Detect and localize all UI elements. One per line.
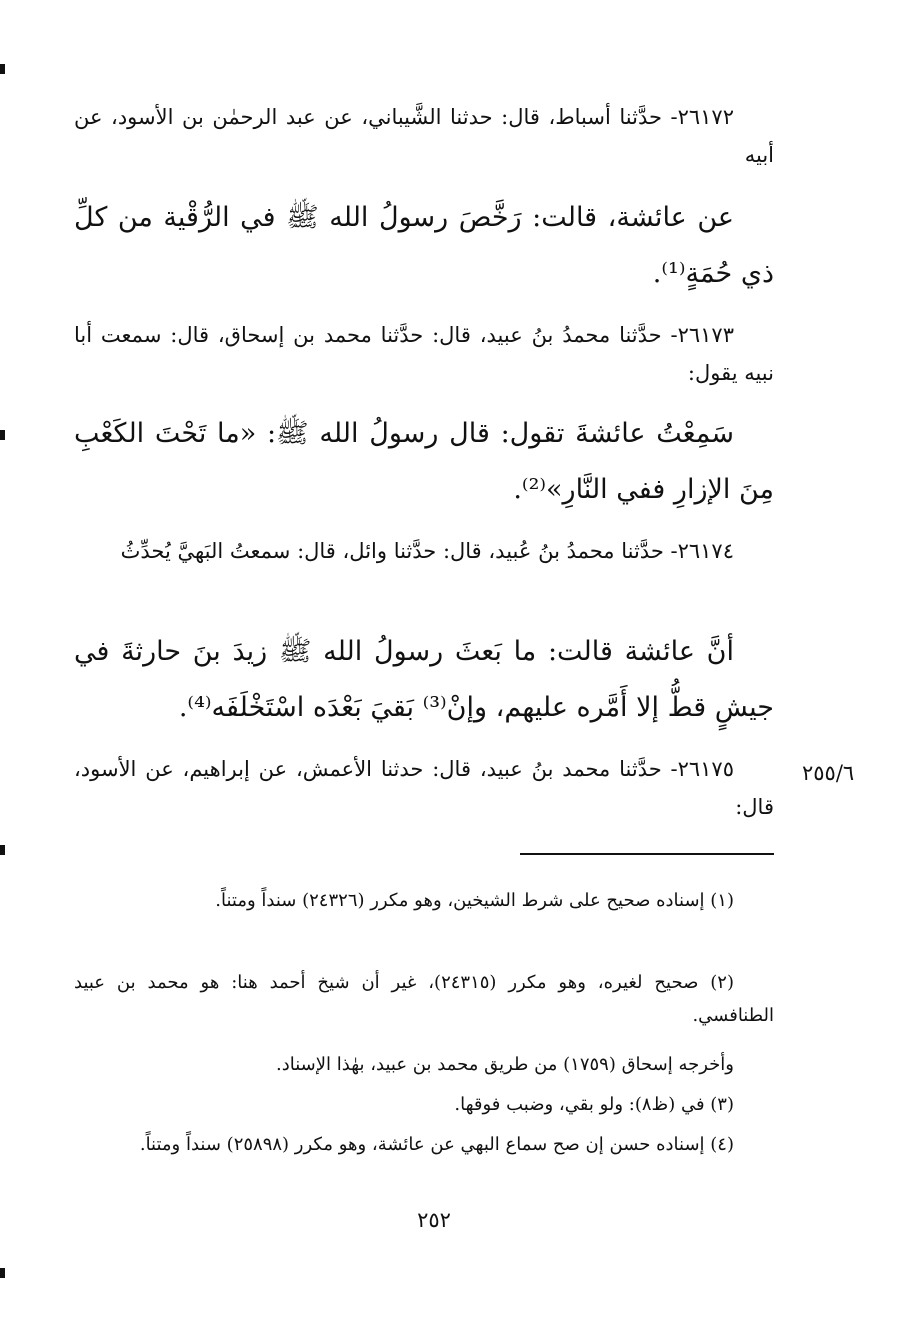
scan-edge-mark xyxy=(0,430,5,440)
footnote-3: (٣) في (ظ٨): ولو بقي، وضبب فوقها. xyxy=(454,1094,734,1115)
footnote-1: (١) إسناده صحيح على شرط الشيخين، وهو مكرر (٢٤٣٢٦) سنداً ومتناً. xyxy=(215,890,734,911)
footnote-4: (٤) إسناده حسن إن صح سماع البهي عن عائشة، وهو مكرر (٢٥٨٩٨) سنداً ومتناً. xyxy=(139,1134,734,1155)
scan-edge-mark xyxy=(0,845,5,855)
marginal-reference: ٢٥٥/٦ xyxy=(802,761,855,785)
page-number: ٢٥٢ xyxy=(417,1208,451,1232)
scan-edge-mark xyxy=(0,1268,5,1278)
hadith-26173-isnad: ٢٦١٧٣- حدَّثنا محمدُ بنُ عبيد، قال: حدَّثنا محمد بن إسحاق، قال: سمعت أبا نبيه يقول: xyxy=(74,323,774,385)
footnote-2: (٢) صحيح لغيره، وهو مكرر (٢٤٣١٥)، غير أن شيخ أحمد هنا: هو محمد بن عبيد الطنافسي. xyxy=(74,972,774,1026)
scan-edge-mark xyxy=(0,64,5,74)
hadith-26173-matn: سَمِعْتُ عائشةَ تقول: قال رسولُ الله ﷺ: «ما تَحْتَ الكَعْبِ مِنَ الإزارِ ففي النَّارِ»⁽²⁾. xyxy=(74,418,774,505)
hadith-26174-matn: أنَّ عائشة قالت: ما بَعثَ رسولُ الله ﷺ زيدَ بنَ حارثةَ في جيشٍ قطُّ إلا أَمَّره عليهم، وإنْ⁽³⁾ بَقيَ بَعْدَه اسْتَخْلَفَه⁽⁴⁾. xyxy=(74,636,774,723)
hadith-26172-isnad: ٢٦١٧٢- حدَّثنا أسباط، قال: حدثنا الشَّيباني، عن عبد الرحمٰن بن الأسود، عن أبيه xyxy=(74,105,774,167)
hadith-26172-matn: عن عائشة، قالت: رَخَّصَ رسولُ الله ﷺ في الرُّقْية من كلِّ ذي حُمَةٍ⁽¹⁾. xyxy=(74,202,774,289)
hadith-26174-isnad: ٢٦١٧٤- حدَّثنا محمدُ بنُ عُبيد، قال: حدَّثنا وائل، قال: سمعتُ البَهيَّ يُحدِّثُ xyxy=(120,539,734,563)
hadith-26175-isnad: ٢٦١٧٥- حدَّثنا محمد بنُ عبيد، قال: حدثنا الأعمش، عن إبراهيم، عن الأسود، قال: xyxy=(74,757,774,819)
footnote-separator xyxy=(520,853,774,855)
footnote-2-continuation: وأخرجه إسحاق (١٧٥٩) من طريق محمد بن عبيد، بهٰذا الإسناد. xyxy=(276,1054,734,1075)
